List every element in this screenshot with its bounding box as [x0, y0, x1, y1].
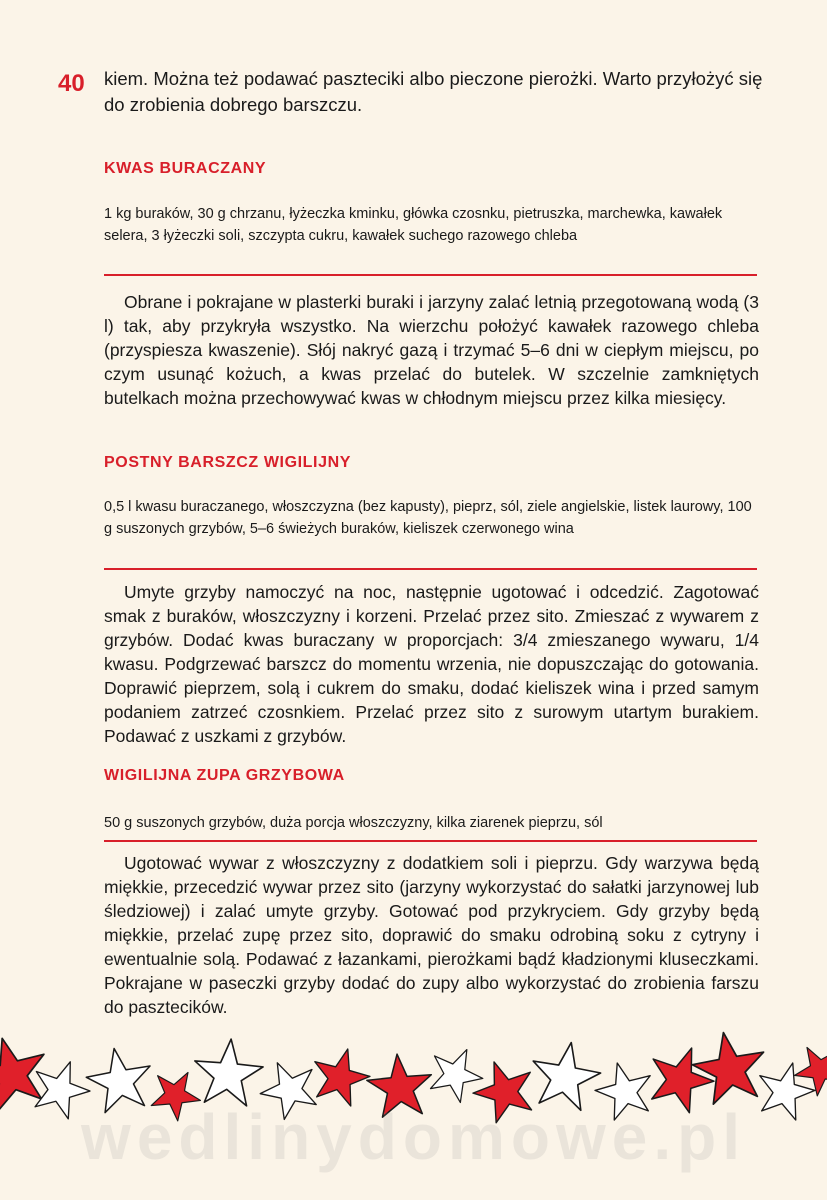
divider: [104, 568, 757, 570]
star-icon: [421, 1038, 491, 1106]
watermark: wedlinydomowe.pl: [81, 1101, 746, 1173]
recipe-ingredients-barszcz: 0,5 l kwasu buraczanego, włoszczyzna (bez kapusty), pieprz, sól, ziele angielskie, listek laurowy, 100 g suszonych grzybów, 5–6 świeżych buraków, kieliszek czerwonego wina: [104, 499, 752, 537]
recipe-title-zupa-grzybowa: WIGILIJNA ZUPA GRZYBOWA: [104, 767, 345, 784]
intro-text: kiem. Można też podawać paszteciki albo pieczone pierożki. Warto przyłożyć się do zrobienia dobrego barszczu.: [104, 68, 763, 115]
page-number: 40: [58, 70, 85, 97]
star-icon: [688, 1026, 771, 1106]
recipe-ingredients-kwas: 1 kg buraków, 30 g chrzanu, łyżeczka kminku, główka czosnku, pietruszka, marchewka, kawałek selera, 3 łyżeczki soli, szczypta cukru, kawałek suchego razowego chleba: [104, 206, 723, 244]
recipe-title-barszcz: POSTNY BARSZCZ WIGILIJNY: [104, 454, 352, 471]
recipe-method-zupa-grzybowa: Ugotować wywar z włoszczyzny z dodatkiem soli i pieprzu. Gdy warzywa będą miękkie, przecedzić wywar przez sito (jarzyny wykorzystać do sałatki jarzynowej lub śledziowej) i zalać umyte grzyby. Gotować pod przykryciem. Gdy grzyby będą miękkie, przelać zupę przez sito, doprawić do smaku odrobiną soku z cytryny i ewentualnie solą. Podawać z łazankami, pierożkami bądź kładzionymi kluseczkami. Pokrajane w paseczki grzyby dodać do zupy albo wykorzystać do zrobienia farszu do pasztecików.: [104, 853, 759, 1017]
divider: [104, 840, 757, 842]
recipe-title-kwas: KWAS BURACZANY: [104, 160, 267, 177]
recipe-ingredients-zupa-grzybowa: 50 g suszonych grzybów, duża porcja włoszczyzny, kilka ziarenek pieprzu, sól: [104, 815, 603, 831]
recipe-method-barszcz: Umyte grzyby namoczyć na noc, następnie ugotować i odcedzić. Zagotować smak z buraków, włoszczyzny i korzeni. Przelać przez sito. Zmieszać z wywarem z grzybów. Dodać kwas buraczany w proporcjach: 3/4 zmieszanego wywaru, 1/4 kwasu. Podgrzewać barszcz do momentu wrzenia, nie dopuszczając do gotowania. Doprawić pieprzem, solą i cukrem do smaku, dodać kieliszek wina i przed samym podaniem zatrzeć czosnkiem. Przelać przez sito z surowym utartym burakiem. Podawać z uszkami z grzybów.: [104, 582, 759, 746]
divider: [104, 274, 757, 276]
recipe-method-kwas: Obrane i pokrajane w plasterki buraki i jarzyny zalać letnią przegotowaną wodą (3 l) tak, aby przykryła wszystko. Na wierzchu położyć kawałek razowego chleba (przyspiesza kwaszenie). Słój nakryć gazą i trzymać 5–6 dni w ciepłym miejscu, po czym usunąć kożuch, a kwas przelać do butelek. W szczelnie zamkniętych butelkach można przechowywać kwas w chłodnym miejscu przez kilka miesięcy.: [104, 292, 759, 408]
star-icon: [306, 1042, 375, 1109]
star-icon: [191, 1036, 265, 1107]
